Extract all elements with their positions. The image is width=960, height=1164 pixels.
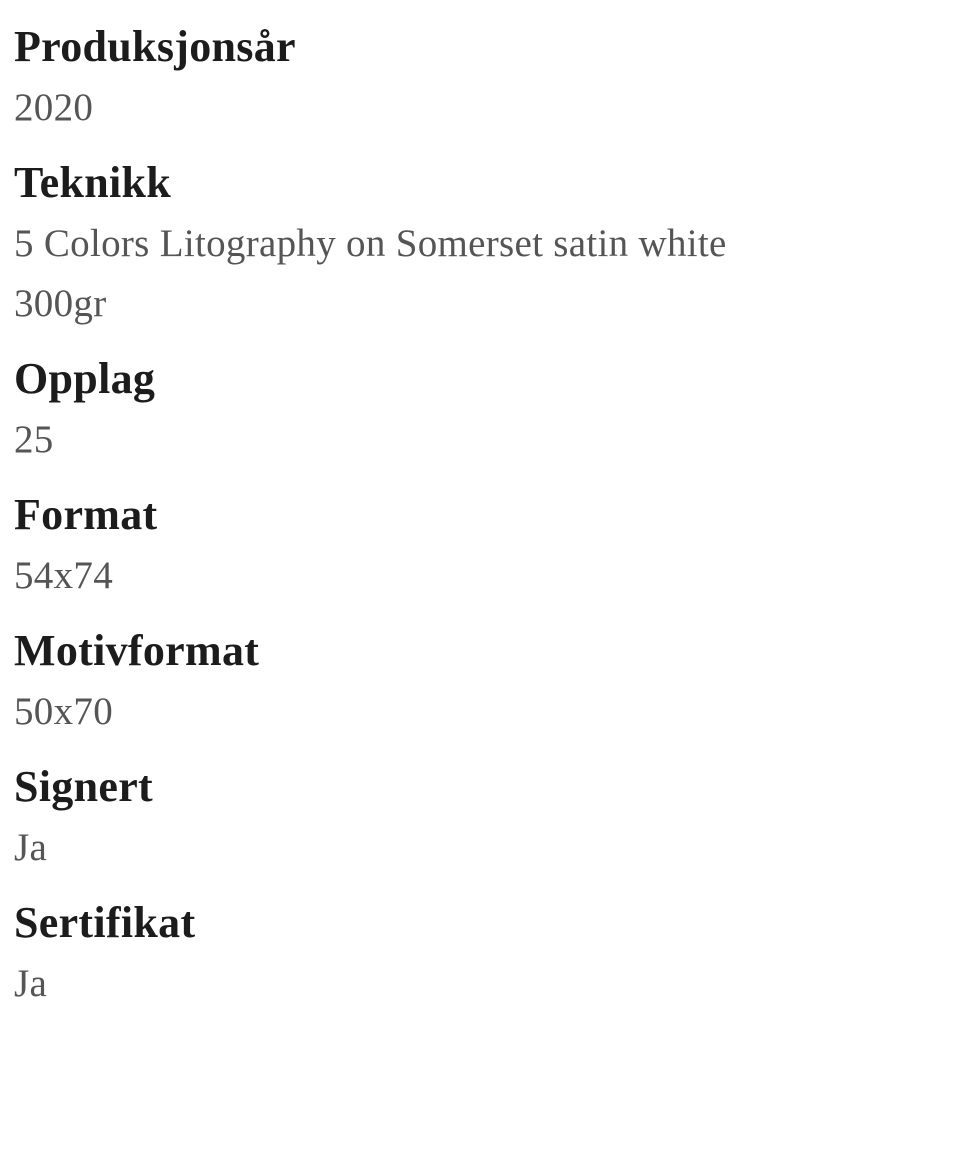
spec-label: Opplag: [14, 354, 156, 403]
spec-label: Motivformat: [14, 626, 260, 675]
spec-certificate: [14, 894, 944, 1014]
spec-format: [14, 486, 944, 606]
spec-value: 2020: [14, 86, 94, 129]
spec-label: Signert: [14, 762, 153, 811]
spec-value-line-2: 300gr: [14, 282, 107, 325]
spec-production-year: [14, 18, 944, 138]
spec-technique: [14, 154, 944, 334]
spec-edition: [14, 350, 944, 470]
spec-motif-format: [14, 622, 944, 742]
spec-value: 5 Colors Litography on Somerset satin white: [14, 222, 727, 265]
spec-label: Format: [14, 490, 158, 539]
spec-value: Ja: [14, 826, 48, 869]
spec-value: 50x70: [14, 690, 113, 733]
spec-value: Ja: [14, 962, 48, 1005]
product-specs-list: [14, 18, 944, 1030]
spec-value: 54x74: [14, 554, 113, 597]
spec-label: Produksjonsår: [14, 22, 296, 71]
spec-label: Teknikk: [14, 158, 172, 207]
spec-signed: [14, 758, 944, 878]
spec-label: Sertifikat: [14, 898, 196, 947]
spec-value: 25: [14, 418, 54, 461]
